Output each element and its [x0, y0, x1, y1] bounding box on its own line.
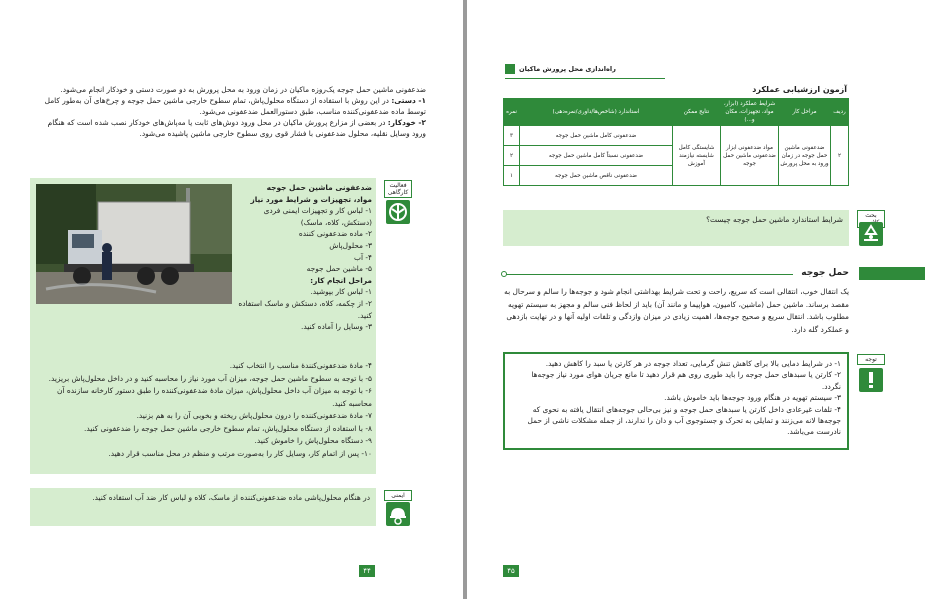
header-marker: [505, 64, 515, 74]
truck-disinfection-photo: [36, 184, 232, 304]
method2-title: ۲- خودکار:: [387, 118, 426, 127]
activity-materials: [236, 182, 372, 333]
section-rule: [503, 274, 793, 275]
table-cell: مواد ضدعفونی ابزار ضدعفونی ماشین حمل جوجه: [721, 126, 779, 186]
page-number-right: ۴۵: [503, 565, 519, 577]
right-page: [467, 0, 925, 599]
list-item: ۲- ماده ضدعفونی کننده: [298, 229, 372, 239]
list-item: ۴- آب: [353, 252, 372, 262]
intro-text: ضدعفونی ماشین حمل جوجه یک‌روزه ماکیان در زمان ورود به محل پرورش به دو صورت دستی و خودکار انجام می‌شود.: [60, 85, 426, 94]
list-item: ۳- محلول‌پاش: [329, 240, 372, 250]
list-item: ۱- لباس کار بپوشید.: [310, 287, 372, 297]
table-cell: ضدعفونی کامل ماشین حمل جوجه: [520, 126, 673, 146]
header-rule: [505, 78, 665, 79]
intro-paragraph: [36, 84, 426, 139]
truck-photo-icon: [36, 184, 232, 304]
workshop-icon: [386, 200, 410, 224]
table-cell: شایستگی کامل شایسته نیازمند آموزش: [673, 126, 721, 186]
list-item: ۲- کارتن یا سبدهای حمل جوجه را باید طوری روی هم قرار دهید تا مانع جریان هوای مورد نیاز جوجه‌ها نگردد.: [531, 370, 841, 391]
table-cell: ۲: [831, 126, 849, 186]
list-item: ۴- مادهٔ ضدعفونی‌کنندهٔ مناسب را انتخاب کنید.: [229, 361, 372, 370]
evaluation-title: آزمون ارزشیابی عملکرد: [752, 85, 847, 94]
table-row: [504, 126, 849, 146]
page-number-left: ۴۴: [359, 565, 375, 577]
activity-title: ضدعفونی ماشین حمل جوجه: [266, 183, 372, 192]
table-header: مراحل کار: [779, 99, 831, 126]
table-header: نتایج ممکن: [673, 99, 721, 126]
table-cell: ضدعفونی ماشین حمل جوجه در زمان ورود به محل پرورش: [779, 126, 831, 186]
discussion-recycle-icon: [859, 222, 883, 246]
safety-tag: ایمنی: [384, 490, 412, 501]
materials-title: مواد، تجهیزات و شرایط مورد نیاز: [250, 194, 372, 204]
table-header: شرایط عملکرد (ابزار، مواد، تجهیزات، مکان و...): [721, 99, 779, 126]
table-header: نمره: [504, 99, 520, 126]
note-tag: توجه: [857, 354, 885, 365]
note-list: [511, 358, 841, 438]
evaluation-table: [503, 98, 849, 186]
list-item: ۷- مادهٔ ضدعفونی‌کننده را درون محلول‌پاش ریخته و بخوبی آن را به هم بزنید.: [136, 411, 372, 420]
table-header-row: [504, 99, 849, 126]
activity-steps: [36, 360, 372, 460]
safety-helmet-icon: [386, 502, 410, 526]
section-rule-dot: [501, 271, 507, 277]
running-header: راه‌اندازی محل پرورش ماکیان: [519, 65, 616, 73]
list-item: ۱- لباس کار و تجهیزات ایمنی فردی (دستکش، کلاه، ماسک): [263, 206, 372, 227]
section-paragraph: یک انتقال خوب، انتقالی است که سریع، راحت و تحت شرایط بهداشتی انجام شود و جوجه‌ها را سالم و سرحال به مقصد برساند. ماشین حمل (ماشین، کامیون، هواپیما و مانند آن) باید از لحاظ فنی سالم و مجهز به سیستم تهویه مطلوب باشد. انتقال سریع و صحیح جوجه‌ها، اهمیت زیادی در میزان وازدگی و تلفات اولیه آنها و در نهایت بازدهی و عملکرد گله دارد.: [504, 287, 849, 334]
list-item: ۱- در شرایط دمایی بالا برای کاهش تنش گرمایی، تعداد جوجه در هر کارتن یا سبد را کاهش دهید.: [545, 359, 841, 368]
list-item: ۴- تلفات غیرعادی داخل کارتن یا سبدهای حمل جوجه و نیز بی‌حالی جوجه‌های انتقال یافته به نحوی که جوجه‌ها لانه می‌زنند و تمایلی به تحرک و جستوجوی آب و دان را ندارند، از جمله مشکلات ناشی از حمل نادرست می‌باشد.: [527, 404, 841, 437]
list-item: ۵- ماشین حمل جوجه: [306, 264, 372, 274]
table-cell: ۱: [504, 166, 520, 186]
activity-tag: فعالیت کارگاهی: [384, 180, 412, 198]
list-item: ۳- سیستم تهویه در هنگام ورود جوجه‌ها باید خاموش باشد.: [664, 393, 841, 403]
method2-text: در بعضی از مزارع پرورش ماکیان در محل ورود دوش‌های ثابت یا مه‌پاش‌های خودکار نصب شده است که هنگام ورود وسایل نقلیه، محلول ضدعفونی با فشار قوی روی سطوح خارجی ماشین پاشیده می‌شود.: [47, 118, 426, 138]
table-cell: ضدعفونی نسبتاً کامل ماشین حمل جوجه: [520, 146, 673, 166]
steps-title: مراحل انجام کار:: [310, 275, 372, 285]
method1-title: ۱- دستی:: [391, 96, 426, 105]
table-cell: ۳: [504, 126, 520, 146]
discussion-tag: بحث: [857, 210, 885, 228]
list-item: ۹- دستگاه محلول‌پاش را خاموش کنید.: [254, 436, 372, 445]
list-item: ۶- با توجه به میزان آب داخل محلول‌پاش، میزان مادهٔ ضدعفونی‌کننده را طبق دستور کارخانه سازنده آن محاسبه کنید.: [57, 386, 372, 408]
discussion-text: شرایط استاندارد ماشین حمل جوجه چیست؟: [706, 215, 843, 224]
table-header: ردیف: [831, 99, 849, 126]
safety-text: در هنگام محلول‌پاشی ماده ضدعفونی‌کننده از ماسک، کلاه و لباس کار ضد آب استفاده کنید.: [92, 493, 370, 502]
table-cell: ۲: [504, 146, 520, 166]
warning-exclamation-icon: [859, 368, 883, 392]
section-title: حمل جوجه: [801, 268, 849, 278]
list-item: ۵- با توجه به سطوح ماشین حمل جوجه، میزان آب مورد نیاز را محاسبه کنید و در داخل محلول‌پاش بریزید.: [48, 373, 372, 383]
list-item: ۱۰- پس از اتمام کار، وسایل کار را به‌صورت مرتب و منظم در محل مناسب قرار دهید.: [108, 448, 372, 458]
section-tab: [859, 267, 925, 280]
list-item: ۲- از چکمه، کلاه، دستکش و ماسک استفاده کنید.: [238, 298, 372, 320]
table-cell: ضدعفونی ناقص ماشین حمل جوجه: [520, 166, 673, 186]
list-item: ۳- وسایل را آماده کنید.: [301, 322, 372, 332]
method1-text: در این روش با استفاده از دستگاه محلول‌پاش، تمام سطوح خارجی ماشین حمل جوجه و چرخ‌های آن به‌طور کامل توسط ماده ضدعفونی‌کننده مناسب، طبق دستورالعمل ضدعفونی می‌شود.: [44, 96, 426, 116]
list-item: ۸- با استفاده از دستگاه محلول‌پاش، تمام سطوح خارجی ماشین حمل جوجه را ضدعفونی کنید.: [83, 423, 372, 433]
table-header: استاندارد (شاخص‌ها/داوری/نمره‌دهی): [520, 99, 673, 126]
